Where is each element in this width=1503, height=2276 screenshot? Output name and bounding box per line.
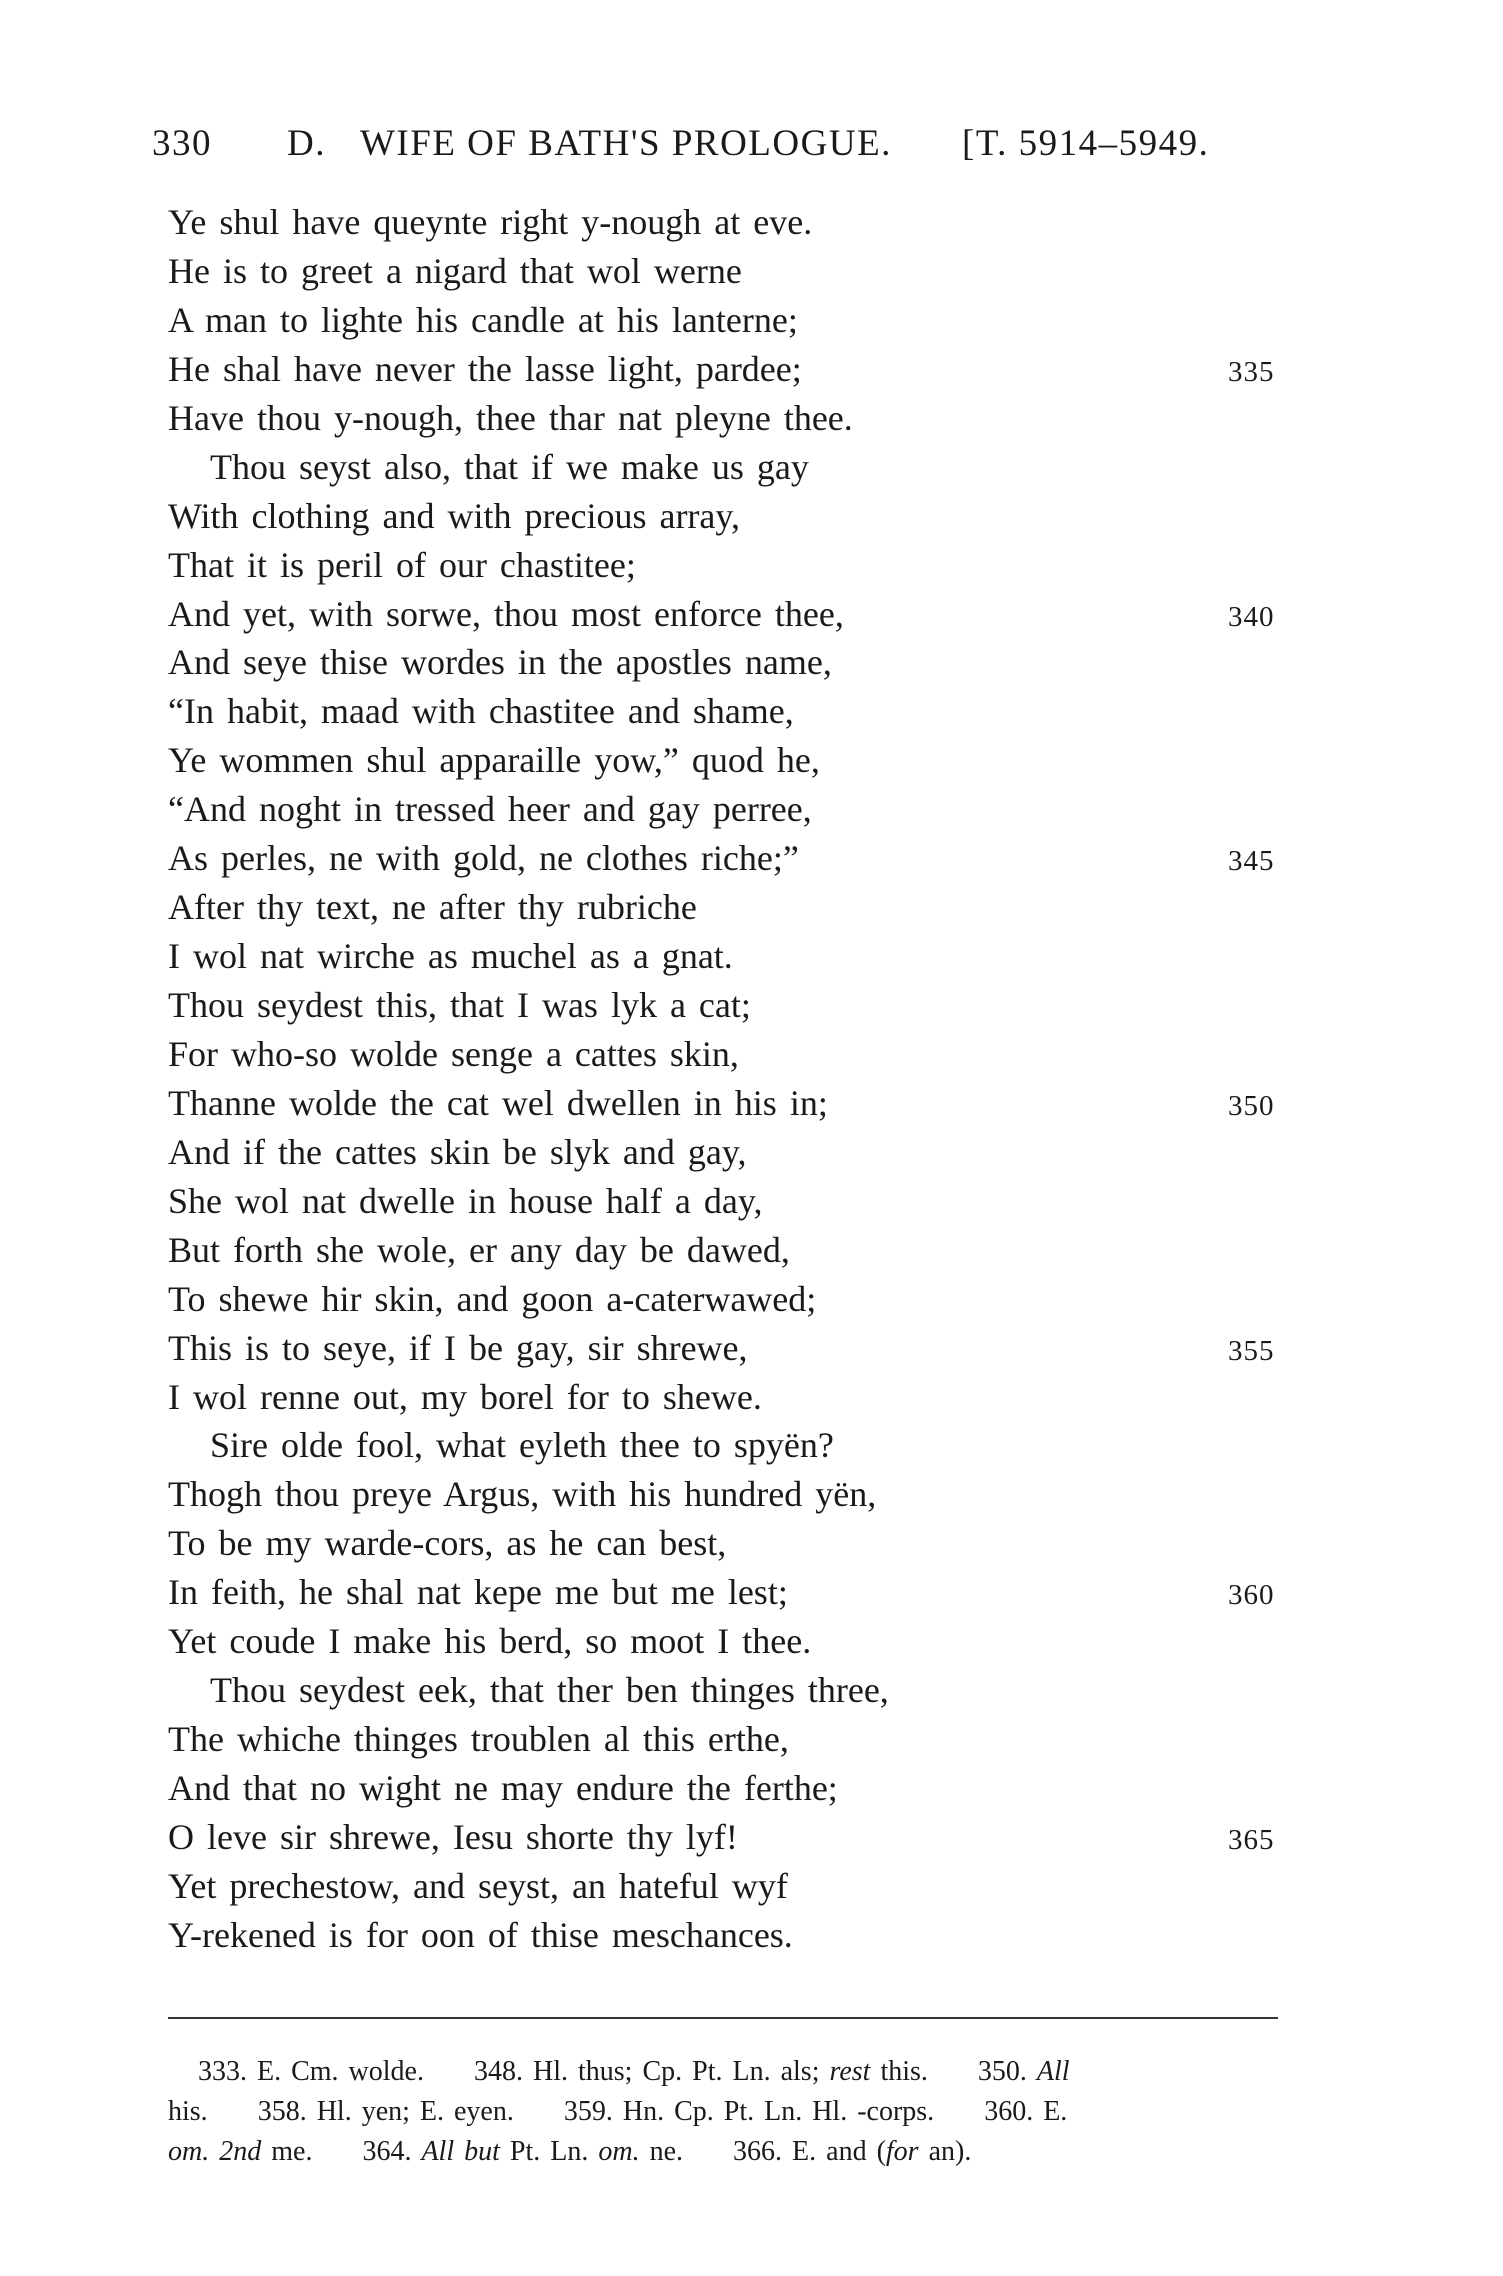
poem-line-text: Thogh thou preye Argus, with his hundred yën, [168,1474,877,1515]
poem-line-text: She wol nat dwelle in house half a day, [168,1180,763,1221]
poem-line-text: Ye shul have queynte right y-nough at eve. [168,202,813,242]
line-number: 350 [1228,1089,1275,1122]
note-ref: 364. [362,2136,412,2167]
poem-line-text: I wol nat wirche as muchel as a gnat. [168,936,733,977]
poem-line-text: A man to lighte his candle at his lanterne; [168,299,798,340]
note-text: an). [928,2136,972,2167]
poem-line-text: With clothing and with precious array, [168,495,741,536]
note-text: me. [271,2136,313,2167]
poem-line-text: “And noght in tressed heer and gay perree, [168,789,812,830]
poem-line [168,198,1318,247]
line-number: 335 [1228,355,1275,388]
note-text: Hl. yen; E. eyen. [316,2096,514,2127]
poem-line-text: Have thou y-nough, thee thar nat pleyne thee. [168,397,853,438]
poem-line-text: Thou seyst also, that if we make us gay [210,446,809,487]
note-text: E. Cm. wolde. [257,2056,424,2087]
poem-line [168,1324,1318,1373]
note-italic: om. [168,2136,210,2167]
poem-line [168,1275,1318,1324]
poem-line-text: O leve sir shrewe, Iesu shorte thy lyf! [168,1816,738,1857]
note-text: Hl. thus; Cp. Pt. Ln. als; [533,2056,820,2087]
poem-line [168,981,1318,1030]
poem-line [168,638,1318,687]
poem-line [168,932,1318,981]
note-ref: 333. [198,2056,247,2087]
poem-line-text: In feith, he shal nat kepe me but me lest; [168,1572,788,1613]
note-text: E. and ( [792,2136,886,2167]
note-text: Hn. Cp. Pt. Ln. Hl. -corps. [622,2096,935,2127]
poem-line [168,1373,1318,1422]
poem-line-text: Thou seydest eek, that ther ben thinges three, [210,1670,889,1711]
note-italic: for [885,2136,919,2167]
poem-line [168,1715,1318,1764]
poem-line-text: “In habit, maad with chastitee and shame, [168,691,794,732]
page-title: WIFE OF BATH'S PROLOGUE. [360,123,892,164]
poem-line-text: He shal have never the lasse light, pardee; [168,348,802,389]
note-ref: 359. [563,2096,613,2127]
note-text: this. [880,2056,928,2087]
note-text: his. [168,2096,208,2127]
note-ref: 348. [474,2056,523,2087]
poem-line [168,736,1318,785]
note-italic: 2nd [219,2136,262,2167]
note-italic: om. [598,2136,640,2167]
poem-line-text: Yet prechestow, and seyst, an hateful wyf [168,1865,788,1906]
poem-line-text: The whiche thinges troublen al this erthe, [168,1719,789,1760]
poem-line [168,1421,1318,1470]
poem-line [168,1764,1318,1813]
note-ref: 358. [257,2096,307,2127]
poem-line [168,1617,1318,1666]
footnote-line [168,2052,1288,2092]
poem-line [168,1862,1318,1911]
poem-line [168,1226,1318,1275]
poem-line [168,541,1318,590]
poem-line [168,1519,1318,1568]
poem-line [168,883,1318,932]
poem-line [168,247,1318,296]
poem-line [168,1666,1318,1715]
poem-line-text: He is to greet a nigard that wol werne [168,250,742,291]
poem-line [168,590,1318,639]
poem-line-text: To shewe hir skin, and goon a-caterwawed; [168,1278,817,1319]
poem-line [168,1128,1318,1177]
footnote-line [168,2132,1288,2172]
note-ref: 366. [733,2136,783,2167]
poem-line-text: For who-so wolde senge a cattes skin, [168,1033,739,1074]
footnotes [168,2052,1288,2172]
poem-line-text: Sire olde fool, what eyleth thee to spyën? [210,1425,834,1466]
line-number: 345 [1228,845,1275,878]
poem-line [168,834,1318,883]
page-number: 330 [152,123,212,164]
poem-line [168,296,1318,345]
poem-line-text: As perles, ne with gold, ne clothes riche;” [168,838,799,879]
poem-line-text: And if the cattes skin be slyk and gay, [168,1131,747,1172]
poem-line [168,394,1318,443]
poem-line-text: Thou seydest this, that I was lyk a cat; [168,985,751,1025]
poem-line [168,1813,1318,1862]
note-italic: All [1036,2056,1070,2087]
poem-line-text: After thy text, ne after thy rubriche [168,887,697,928]
note-text: E. [1043,2096,1068,2127]
note-ref: 350. [977,2056,1027,2087]
note-ref: 360. [984,2096,1034,2127]
line-number: 360 [1228,1579,1275,1612]
poem-line-text: And yet, with sorwe, thou most enforce thee, [168,593,844,634]
poem-line-text: To be my warde-cors, as he can best, [168,1523,727,1564]
note-text: Pt. Ln. [509,2136,589,2167]
poem-line-text: That it is peril of our chastitee; [168,544,636,585]
poem-line-text: Y-rekened is for oon of thise meschances. [168,1914,793,1955]
poem-line [168,1079,1318,1128]
poem-line [168,1470,1318,1519]
line-number: 340 [1228,600,1275,633]
poem-line-text: I wol renne out, my borel for to shewe. [168,1376,762,1417]
footnote-line [168,2092,1288,2132]
poem-line [168,443,1318,492]
poem-line [168,1568,1318,1617]
poem-line [168,687,1318,736]
poem-line [168,785,1318,834]
poem-line [168,1177,1318,1226]
poem-line [168,345,1318,394]
note-italic: All but [421,2136,500,2167]
poem-line [168,492,1318,541]
poem-line-text: Yet coude I make his berd, so moot I thee. [168,1621,812,1662]
note-italic: rest [829,2056,871,2087]
footnote-divider [168,2017,1278,2019]
section-letter: D. [287,123,326,164]
line-number: 355 [1228,1334,1275,1367]
poem-body [168,198,1318,1960]
poem-line-text: Ye wommen shul apparaille yow,” quod he, [168,740,820,781]
poem-line-text: And that no wight ne may endure the ferthe; [168,1768,838,1808]
poem-line-text: This is to seye, if I be gay, sir shrewe, [168,1327,748,1368]
line-reference: [T. 5914–5949. [962,123,1210,164]
poem-line-text: And seye thise wordes in the apostles name, [168,642,832,683]
running-header [152,122,1282,172]
poem-line [168,1030,1318,1079]
poem-line [168,1911,1318,1960]
line-number: 365 [1228,1823,1275,1856]
poem-line-text: But forth she wole, er any day be dawed, [168,1229,790,1270]
note-text: ne. [649,2136,684,2167]
poem-line-text: Thanne wolde the cat wel dwellen in his in; [168,1082,828,1123]
